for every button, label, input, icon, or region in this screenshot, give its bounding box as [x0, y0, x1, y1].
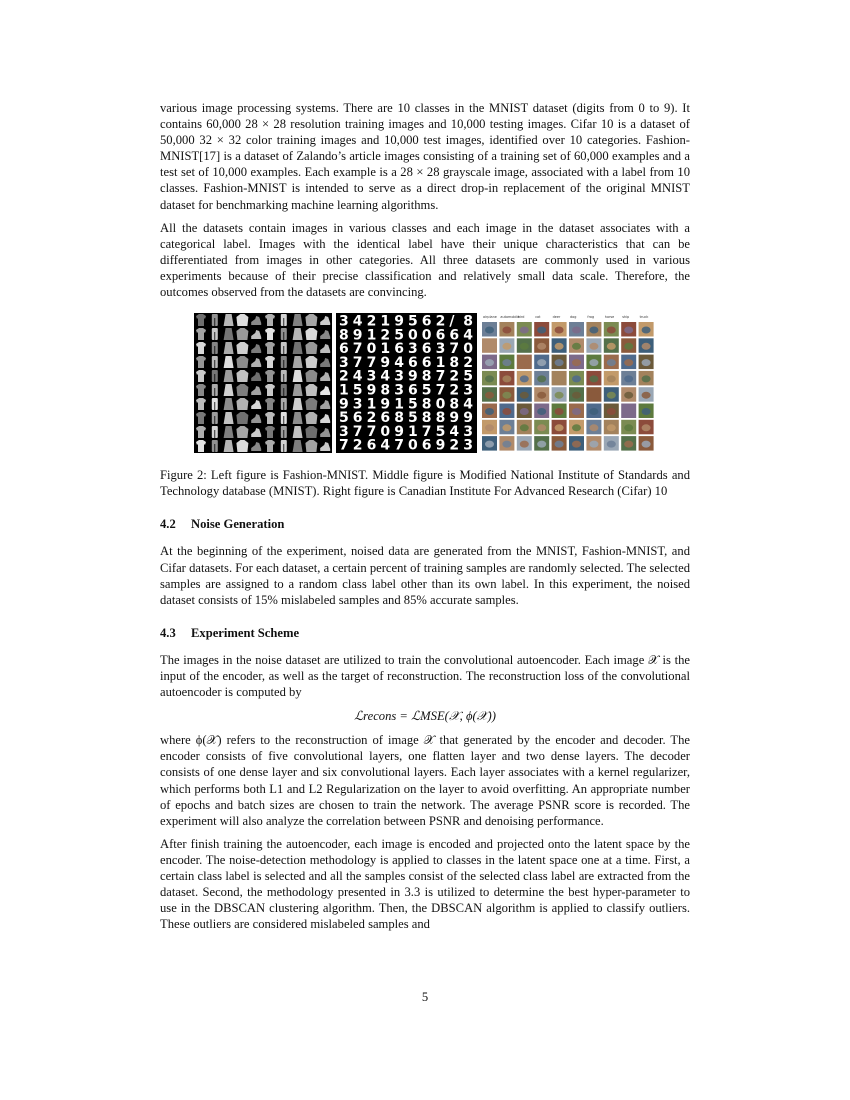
mnist-digit: 3: [338, 313, 349, 330]
mnist-digit: 6: [379, 410, 390, 427]
mnist-digit: 5: [407, 396, 418, 413]
cifar-class-label: truck: [639, 315, 648, 320]
mnist-digit: 9: [407, 368, 418, 385]
section-number: 4.2: [160, 517, 176, 532]
mnist-digit: 8: [448, 396, 459, 413]
mnist-digit: 0: [379, 424, 390, 441]
mnist-digit: 2: [352, 437, 363, 454]
mnist-digit: 4: [352, 368, 363, 385]
mnist-digit: 2: [462, 355, 473, 372]
cifar10-grid: [481, 313, 657, 453]
mnist-digit: 0: [421, 327, 432, 344]
mnist-digit: 3: [407, 341, 418, 358]
mnist-digit: 6: [421, 341, 432, 358]
mnist-digit: 4: [462, 396, 473, 413]
mnist-digit: 4: [462, 327, 473, 344]
paragraph-datasets-summary: All the datasets contain images in various classes and each image in the dataset associates with a categorical label. Images with the identical label have their unique characteristics that can be differentiated from images in other categories. All three datasets are commonly used in various experiments because of their precise classification and relatively small data scale. Therefore, the outcomes observed from the datasets are convincing.: [160, 220, 690, 300]
cifar-class-label: bird: [517, 315, 524, 320]
mnist-digit: 1: [379, 313, 390, 330]
mnist-digit: 8: [421, 410, 432, 427]
mnist-digit: 5: [352, 382, 363, 399]
cifar-class-label: deer: [552, 315, 560, 320]
mnist-digit: 6: [366, 437, 376, 454]
mnist-digit: 3: [462, 437, 473, 454]
paragraph-experiment-intro: The images in the noise dataset are utilized to train the convolutional autoencoder. Each image 𝒳 is the input of the encoder, as well as the target of reconstruction. The reconstruction loss of the convolutional autoencoder is computed by: [160, 652, 690, 700]
mnist-digit: 7: [435, 368, 445, 385]
mnist-digit: 3: [352, 396, 363, 413]
cifar-class-label: frog: [586, 315, 594, 320]
page-number: 5: [421, 990, 429, 1004]
mnist-digit: 5: [421, 382, 432, 399]
mnist-digit: 4: [393, 355, 404, 372]
mnist-digit: 5: [435, 424, 445, 441]
mnist-digit: 0: [407, 327, 418, 344]
mnist-digit: 8: [435, 410, 445, 427]
mnist-digit: 9: [366, 382, 376, 399]
cifar-class-label: dog: [569, 315, 576, 320]
mnist-digit: 3: [393, 382, 404, 399]
mnist-digit: 9: [352, 327, 363, 344]
mnist-digit: 5: [407, 410, 418, 427]
mnist-digit: 6: [352, 410, 363, 427]
mnist-digit: 3: [435, 341, 445, 358]
cifar-class-label: airplane: [482, 315, 497, 320]
mnist-digit: 3: [462, 382, 473, 399]
mnist-digit: 0: [435, 396, 445, 413]
mnist-digit: 7: [352, 355, 363, 372]
mnist-image: [336, 313, 477, 453]
mnist-digit: 7: [338, 437, 349, 454]
mnist-digit: 3: [366, 368, 376, 385]
mnist-digit: 2: [448, 382, 459, 399]
mnist-digit: 5: [393, 327, 404, 344]
mnist-digit: 6: [448, 327, 459, 344]
mnist-digit: 8: [393, 410, 404, 427]
mnist-digit: 8: [421, 396, 432, 413]
mnist-digit: 0: [366, 341, 376, 358]
mnist-digit: 9: [379, 355, 390, 372]
paragraph-encoder-decoder: where ϕ(𝒳) refers to the reconstruction of image 𝒳 that generated by the encoder and decoder. The encoder consists of five convolutional layers, one flatten layer and two dense layers. The decoder consists of one dense layer and six convolutional layers. Each layer associates with a kernel regularizer, which performs both L1 and L2 Regularization on the layer to avoid overfitting. An appropriate number of epochs and batch sizes are chosen to train the network. The average PSNR score is recorded. The experiment will also analyze the correlation between PSNR and denoising performance.: [160, 733, 690, 828]
mnist-digit: 5: [338, 410, 349, 427]
mnist-digit: 3: [393, 368, 404, 385]
mnist-digit: 7: [366, 424, 376, 441]
mnist-digit: 4: [448, 424, 459, 441]
mnist-digit: 2: [448, 368, 459, 385]
mnist-digit: 6: [421, 437, 432, 454]
mnist-digit: 3: [462, 424, 473, 441]
fashion-mnist-image: [194, 313, 332, 453]
mnist-digit: 9: [379, 396, 390, 413]
mnist-digit: 1: [338, 382, 349, 399]
mnist-digit: 7: [435, 382, 445, 399]
fashion-mnist-grid: [194, 313, 332, 453]
cifar-class-label: cat: [534, 315, 540, 320]
mnist-digit: 0: [407, 437, 418, 454]
mnist-digit: 9: [462, 410, 473, 427]
mnist-digit: 7: [448, 341, 459, 358]
mnist-digit: 4: [379, 368, 390, 385]
mnist-digit: 1: [366, 327, 376, 344]
mnist-digit: 2: [448, 437, 459, 454]
mnist-digit: 6: [393, 341, 404, 358]
mnist-digit: 6: [338, 341, 349, 358]
paragraph-noise-detection: After finish training the autoencoder, each image is encoded and projected onto the latent space by the encoder. The noise-detection methodology is applied to classes in the latent space one at a time. First, a certain class label is selected and all the samples consist of the selected class label are extracted from the dataset. Second, the methodology presented in 3.3 is utilized to determine the best hyper-parameter to use in the DBSCAN clustering algorithm. Then, the DBSCAN algorithm is applied to classify outliers. These outliers are considered mislabeled samples and: [160, 836, 690, 932]
mnist-digit: 1: [379, 341, 390, 358]
mnist-digit: 7: [352, 424, 363, 441]
section-number: 4.3: [160, 625, 176, 640]
mnist-digit: 0: [462, 341, 473, 358]
mnist-digit: 4: [352, 313, 363, 330]
section-title: Noise Generation: [191, 517, 285, 532]
mnist-digit: 8: [462, 313, 473, 330]
mnist-digit: 6: [435, 327, 445, 344]
page-body: [160, 100, 690, 939]
mnist-digit: 6: [421, 355, 432, 372]
mnist-digit: 9: [435, 437, 445, 454]
mnist-digit: 3: [338, 355, 349, 372]
mnist-digit: 8: [379, 382, 390, 399]
equation-reconstruction-loss: ℒrecons = ℒMSE(𝒳, ϕ(𝒳)): [354, 709, 496, 724]
mnist-digit: 3: [338, 424, 349, 441]
figure-caption: Figure 2: Left figure is Fashion-MNIST. Middle figure is Modified National Institute of Standards and Technology database (MNIST). Right figure is Canadian Institute For Advanced Research (Cifar) 10: [160, 468, 690, 499]
cifar-class-label: horse: [604, 315, 614, 320]
mnist-digit: 2: [435, 313, 445, 330]
mnist-digit: 8: [338, 327, 349, 344]
mnist-digit: 7: [393, 437, 404, 454]
mnist-digit: 1: [407, 424, 418, 441]
mnist-digit: 2: [338, 368, 349, 385]
mnist-digit: 6: [407, 355, 418, 372]
mnist-digit: 2: [366, 410, 376, 427]
mnist-digit: 2: [379, 327, 390, 344]
mnist-digit: 9: [393, 424, 404, 441]
cifar10-image: [481, 313, 657, 453]
mnist-digit-grid: [336, 313, 477, 453]
mnist-digit: 7: [366, 355, 376, 372]
mnist-digit: 1: [393, 396, 404, 413]
mnist-digit: 8: [421, 368, 432, 385]
paragraph-datasets-description: various image processing systems. There are 10 classes in the MNIST dataset (digits from 0 to 9). It contains 60,000 28 × 28 resolution training images and 10,000 testing images. Cifar 10 is a dataset of 50,000 32 × 32 color training images and 10,000 test images, identified over 10 categories. Fashion-MNIST[17] is a dataset of Zalando’s article images consisting of a training set of 60,000 examples and a test set of 10,000 examples. Each example is a 28 × 28 grayscale image, associated with a label from 10 classes. Fashion-MNIST is intended to serve as a direct drop-in replacement of the original MNIST dataset for benchmarking machine learning algorithms.: [160, 101, 690, 212]
mnist-digit: 6: [407, 382, 418, 399]
mnist-digit: 5: [407, 313, 418, 330]
mnist-digit: 2: [366, 313, 376, 330]
mnist-digit: 1: [435, 355, 445, 372]
mnist-digit: 5: [462, 368, 473, 385]
mnist-digit: 8: [448, 355, 459, 372]
mnist-digit: 9: [448, 410, 459, 427]
paragraph-noise-generation: At the beginning of the experiment, noised data are generated from the MNIST, Fashion-MNIST, and Cifar datasets. For each dataset, a certain percent of training samples are randomly selected. The selected samples are assigned to a random class label other than its own label. In this experiment, the noised dataset consists of 15% mislabeled samples and 85% accurate samples.: [160, 544, 690, 607]
mnist-digit: 7: [352, 341, 363, 358]
mnist-digit: 7: [421, 424, 432, 441]
mnist-digit: 6: [421, 313, 432, 330]
mnist-digit: 1: [366, 396, 376, 413]
mnist-digit: /: [448, 313, 455, 330]
figure-2: [160, 313, 690, 453]
mnist-digit: 9: [393, 313, 404, 330]
section-heading-noise-generation: [160, 516, 690, 532]
cifar-class-label: ship: [621, 315, 629, 320]
section-title: Experiment Scheme: [191, 625, 300, 640]
mnist-digit: 9: [338, 396, 349, 413]
mnist-digit: 4: [379, 437, 390, 454]
section-heading-experiment-scheme: [160, 625, 690, 641]
cifar-class-label: automobile: [499, 315, 520, 320]
